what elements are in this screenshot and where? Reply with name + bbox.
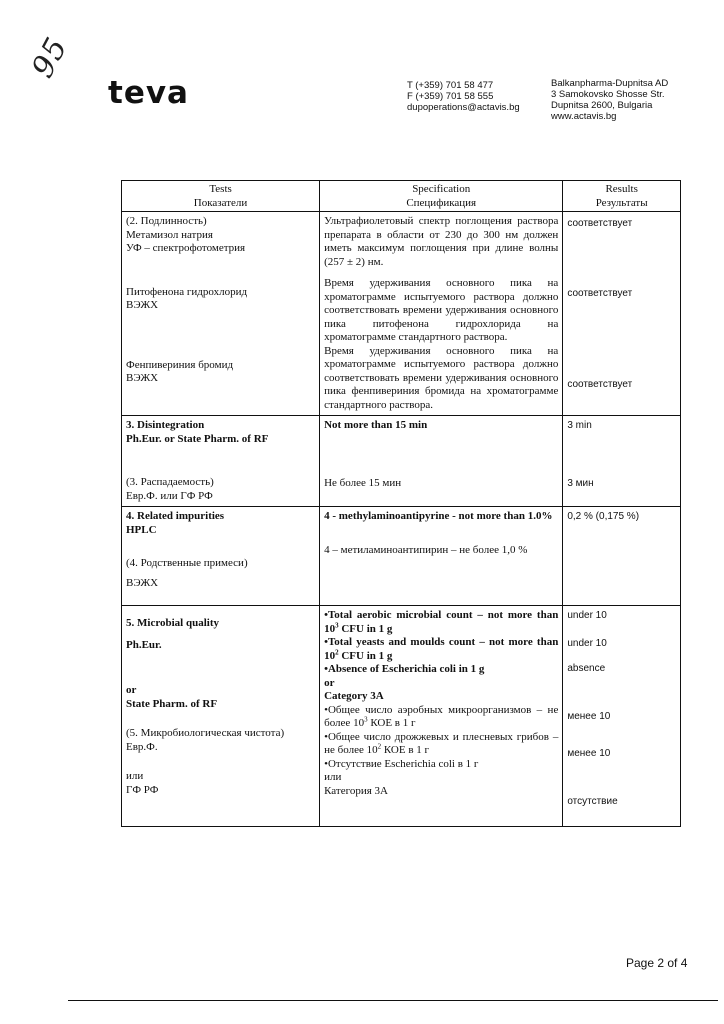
header-results-en: Results (605, 183, 638, 195)
spec-text: •Total aerobic microbial count – not more than $10^3$ CFU in 1 g (324, 609, 559, 635)
contact-block (407, 80, 547, 113)
test-title: 4. Related impurities (126, 510, 225, 522)
test-method: ВЭЖХ (126, 299, 159, 311)
spec-text: or (324, 676, 335, 689)
table-row (122, 507, 681, 606)
result-identification (563, 212, 681, 416)
table-row (122, 606, 681, 827)
header-results-ru: Результаты (595, 197, 648, 209)
test-substance: Метамизол натрия (126, 228, 213, 241)
test-identification (122, 212, 320, 416)
spec-text: Категория 3А (324, 784, 388, 797)
test-method: УФ – спектрофотометрия (126, 242, 246, 254)
test-method: HPLC (126, 523, 157, 536)
spec-identification (320, 212, 563, 416)
result-value: соответствует (567, 218, 633, 229)
result-value: отсутствие (567, 795, 618, 807)
footer-divider (68, 1000, 718, 1001)
page-number: Page 2 of 4 (626, 956, 688, 970)
table-header-row (122, 181, 681, 212)
test-title-ru: (3. Распадаемость) (126, 476, 214, 488)
spec-text: •Total yeasts and moulds count – not more than $10^2$ CFU in 1 g (324, 636, 559, 662)
test-title: 5. Microbial quality (126, 617, 219, 629)
handwritten-page-number: 95 (25, 31, 75, 84)
result-value: соответствует (567, 379, 633, 390)
teva-logo: teva (108, 75, 189, 111)
spec-text: 4 - methylaminoantipyrine - not more than 1.0% (324, 510, 553, 522)
spec-microbial-quality (320, 606, 563, 827)
test-method-ru: Евр.Ф. (126, 740, 158, 753)
spec-text: Не более 15 мин (324, 476, 402, 489)
test-disintegration (122, 416, 320, 507)
phone-number: T (+359) 701 58 477 (407, 80, 494, 91)
test-related-impurities (122, 507, 320, 606)
result-microbial-quality (563, 606, 681, 827)
spec-text: •Общее число дрожжевых и плесневых грибов – не более $10^2$ КОЕ в 1 г (324, 730, 559, 756)
test-method-or-ru: или (126, 770, 144, 782)
result-value: absence (567, 663, 606, 674)
test-title: (2. Подлинность) (126, 215, 207, 227)
spec-related-impurities (320, 507, 563, 606)
email-address: dupoperations@actavis.bg (407, 102, 520, 113)
spec-text: •Отсутствие Escherichia coli в 1 г (324, 757, 479, 770)
website: www.actavis.bg (551, 111, 617, 122)
header-specification (320, 181, 563, 212)
test-method: ВЭЖХ (126, 372, 159, 384)
result-related-impurities (563, 507, 681, 606)
test-substance: Фенпивериния бромид (126, 358, 234, 371)
header-spec-en: Specification (412, 183, 471, 195)
test-method-or: or (126, 684, 137, 696)
table-row (122, 212, 681, 416)
test-method: Ph.Eur. or State Pharm. of RF (126, 432, 269, 445)
spec-text: Not more than 15 min (324, 419, 428, 431)
header-results (563, 181, 681, 212)
company-name: Balkanpharma-Dupnitsa AD (551, 78, 669, 89)
address-block (551, 78, 701, 122)
spec-text: Время удерживания основного пика на хроматограмме испытуемого раствора должно соответствовать времени удерживания основного пика фенпивериния бромида на хроматограмме стандартного раствора. (324, 344, 559, 411)
test-title-ru: (4. Родственные примеси) (126, 557, 248, 569)
test-title: 3. Disintegration (126, 419, 205, 431)
spec-text: Время удерживания основного пика на хроматограмме испытуемого раствора должно соответствовать времени удерживания основного пика питофенона гидрохлорида на хроматограмме стандартного раствора. (324, 277, 559, 343)
result-value: under 10 (567, 610, 607, 621)
test-method: State Pharm. of RF (126, 697, 218, 710)
spec-text: •Absence of Escherichia coli in 1 g (324, 663, 485, 675)
spec-text: или (324, 771, 342, 783)
result-value: 3 min (567, 420, 592, 431)
test-microbial-quality (122, 606, 320, 827)
header-spec-ru: Спецификация (406, 197, 477, 209)
test-method: Ph.Eur. (126, 638, 162, 651)
result-value: соответствует (567, 287, 633, 299)
test-method-ru: Евр.Ф. или ГФ РФ (126, 489, 213, 502)
spec-text: Category 3A (324, 690, 384, 702)
result-value: 3 мин (567, 477, 594, 489)
test-title-ru: (5. Микробиологическая чистота) (126, 727, 285, 739)
result-disintegration (563, 416, 681, 507)
result-value: under 10 (567, 637, 607, 649)
test-method-ru: ГФ РФ (126, 783, 159, 796)
specification-table (121, 180, 681, 827)
spec-text: •Общее число аэробных микроорганизмов – не более $10^3$ КОЕ в 1 г (324, 703, 559, 729)
result-value: менее 10 (567, 710, 611, 722)
header-tests-ru: Показатели (193, 197, 248, 209)
spec-text: Ультрафиолетовый спектр поглощения раствора препарата в области от 230 до 300 нм должен иметь максимум поглощения при длине волны (257 ± 2) нм. (324, 215, 559, 268)
fax-number: F (+359) 701 58 555 (407, 91, 494, 102)
header-tests-en: Tests (209, 183, 232, 195)
spec-disintegration (320, 416, 563, 507)
street-address: 3 Samokovsko Shosse Str. (551, 89, 665, 100)
result-value: менее 10 (567, 748, 611, 759)
header-tests (122, 181, 320, 212)
result-value: 0,2 % (0,175 %) (567, 511, 640, 522)
table-row (122, 416, 681, 507)
test-substance: Питофенона гидрохлорид (126, 285, 248, 298)
spec-text: 4 – метиламиноантипирин – не более 1,0 % (324, 543, 528, 556)
test-method-ru: ВЭЖХ (126, 576, 159, 589)
city-address: Dupnitsa 2600, Bulgaria (551, 100, 653, 111)
